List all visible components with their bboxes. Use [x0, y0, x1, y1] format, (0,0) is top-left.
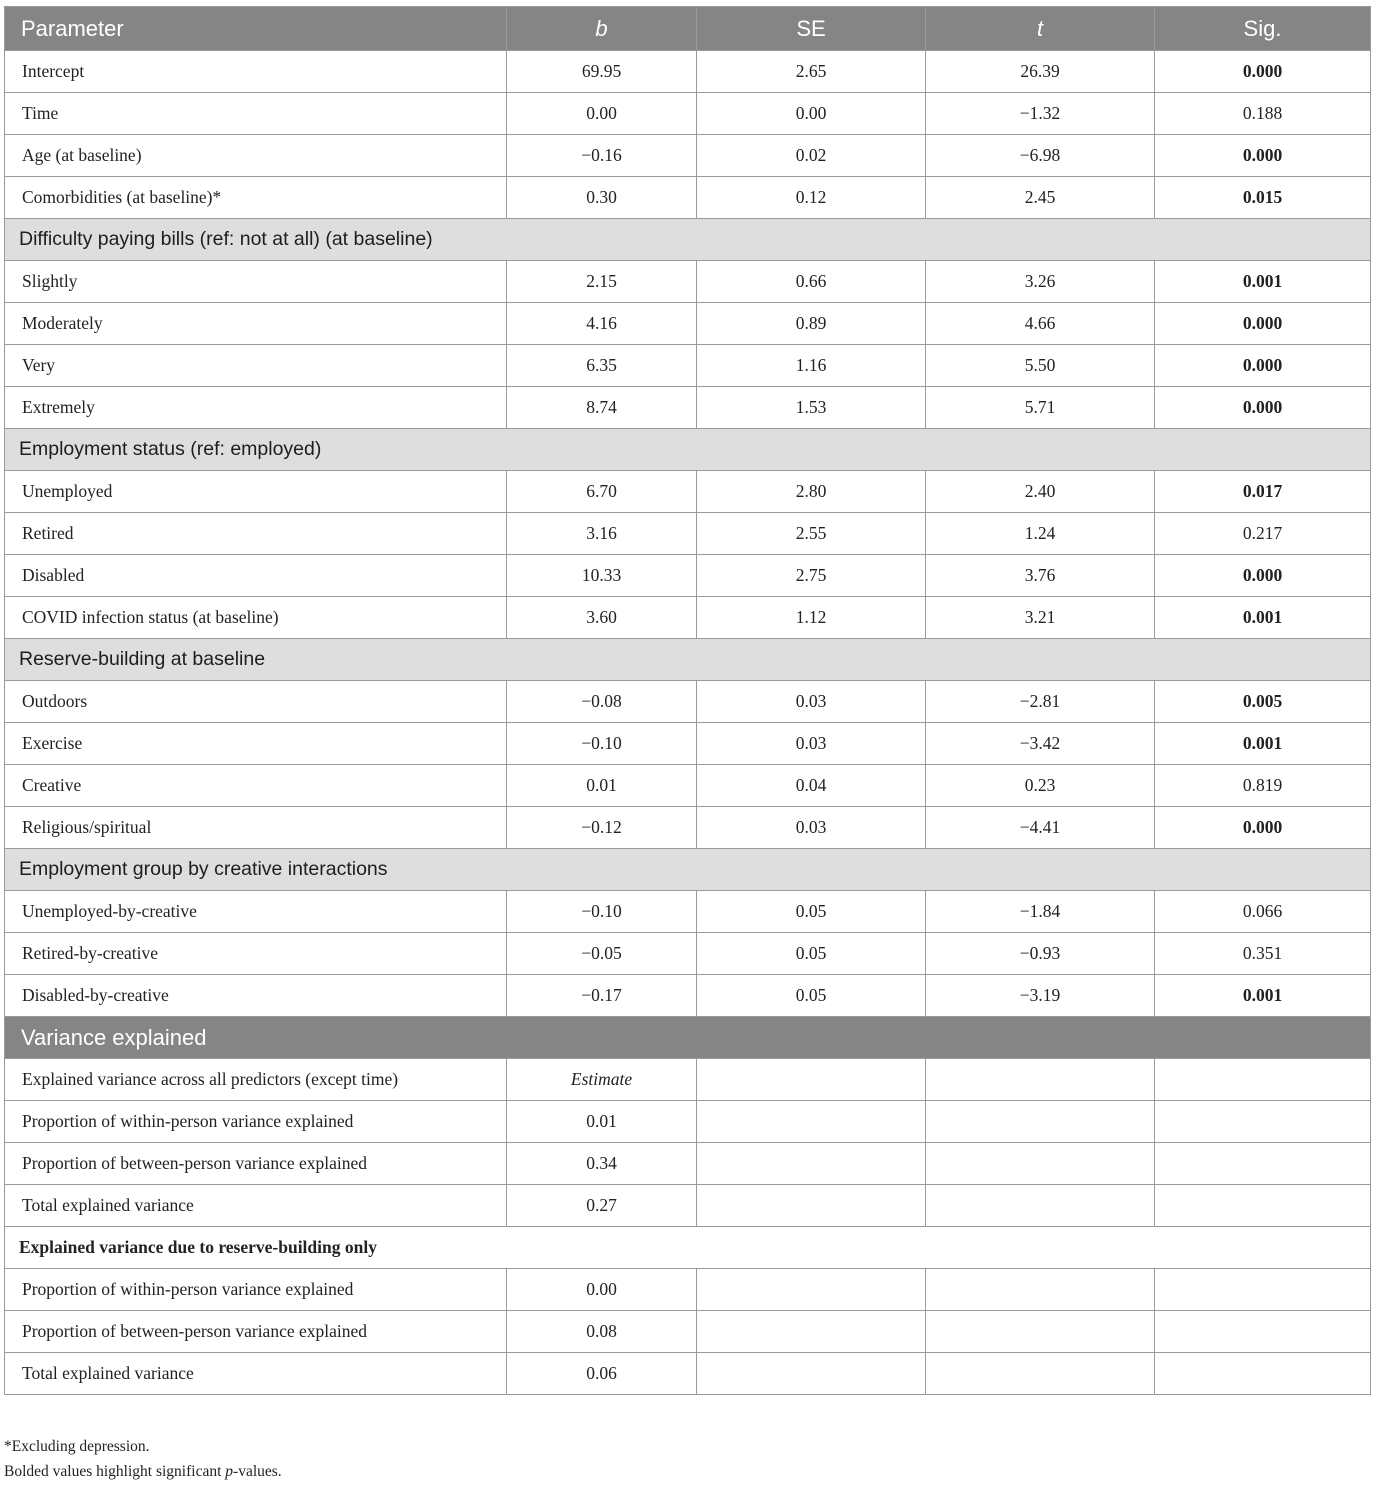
- cell-t: −4.41: [926, 807, 1155, 849]
- cell-value: 0.06: [507, 1353, 697, 1395]
- cell-b: 0.01: [507, 765, 697, 807]
- table-row: [5, 303, 1371, 345]
- cell-sig: 0.351: [1155, 933, 1371, 975]
- cell-b: 8.74: [507, 387, 697, 429]
- row-label: Comorbidities (at baseline)*: [5, 177, 507, 219]
- row-label: Moderately: [5, 303, 507, 345]
- cell-value: 0.08: [507, 1311, 697, 1353]
- empty-cell: [926, 1353, 1155, 1395]
- empty-cell: [1155, 1185, 1371, 1227]
- cell-se: 0.03: [697, 723, 926, 765]
- section-title-bills: Difficulty paying bills (ref: not at all) (at baseline): [5, 219, 1371, 261]
- empty-cell: [1155, 1059, 1371, 1101]
- row-label: Retired-by-creative: [5, 933, 507, 975]
- cell-sig: 0.000: [1155, 303, 1371, 345]
- row-label: Disabled: [5, 555, 507, 597]
- cell-b: 0.30: [507, 177, 697, 219]
- table-row: [5, 51, 1371, 93]
- cell-b: 69.95: [507, 51, 697, 93]
- table-row: [5, 471, 1371, 513]
- cell-se: 0.12: [697, 177, 926, 219]
- row-label: COVID infection status (at baseline): [5, 597, 507, 639]
- footnote-text: Bolded values highlight significant: [4, 1463, 226, 1480]
- table-row: [5, 1311, 1371, 1353]
- table-row: [5, 513, 1371, 555]
- cell-b: −0.05: [507, 933, 697, 975]
- table-row: [5, 555, 1371, 597]
- cell-t: 3.26: [926, 261, 1155, 303]
- cell-sig: 0.001: [1155, 597, 1371, 639]
- cell-sig: 0.000: [1155, 51, 1371, 93]
- empty-cell: [926, 1269, 1155, 1311]
- cell-se: 0.03: [697, 807, 926, 849]
- estimate-label: Estimate: [507, 1059, 697, 1101]
- header-row: [5, 7, 1371, 51]
- cell-value: 0.27: [507, 1185, 697, 1227]
- cell-b: 6.35: [507, 345, 697, 387]
- header-parameter: Parameter: [5, 7, 507, 51]
- cell-se: 0.04: [697, 765, 926, 807]
- empty-cell: [1155, 1269, 1371, 1311]
- cell-sig: 0.001: [1155, 975, 1371, 1017]
- cell-b: 6.70: [507, 471, 697, 513]
- row-label: Outdoors: [5, 681, 507, 723]
- cell-se: 1.16: [697, 345, 926, 387]
- cell-b: −0.16: [507, 135, 697, 177]
- cell-b: 0.00: [507, 93, 697, 135]
- cell-t: −1.32: [926, 93, 1155, 135]
- cell-se: 0.02: [697, 135, 926, 177]
- cell-sig: 0.017: [1155, 471, 1371, 513]
- row-label: Extremely: [5, 387, 507, 429]
- cell-t: −0.93: [926, 933, 1155, 975]
- cell-t: 5.50: [926, 345, 1155, 387]
- cell-b: 3.60: [507, 597, 697, 639]
- table-row: [5, 975, 1371, 1017]
- cell-se: 0.89: [697, 303, 926, 345]
- cell-t: 26.39: [926, 51, 1155, 93]
- cell-t: 2.40: [926, 471, 1155, 513]
- cell-sig: 0.066: [1155, 891, 1371, 933]
- empty-cell: [1155, 1311, 1371, 1353]
- table-row: [5, 765, 1371, 807]
- section-title-reserve-variance: Explained variance due to reserve-building only: [5, 1227, 1371, 1269]
- footnote-asterisk: *Excluding depression.: [4, 1438, 150, 1455]
- section-title-interactions: Employment group by creative interactions: [5, 849, 1371, 891]
- row-label: Total explained variance: [5, 1185, 507, 1227]
- table-row: [5, 1143, 1371, 1185]
- section-row: [5, 1227, 1371, 1269]
- section-row: [5, 219, 1371, 261]
- empty-cell: [697, 1269, 926, 1311]
- row-label: Total explained variance: [5, 1353, 507, 1395]
- cell-value: 0.01: [507, 1101, 697, 1143]
- table-row: [5, 723, 1371, 765]
- table-row: [5, 1353, 1371, 1395]
- empty-cell: [697, 1143, 926, 1185]
- row-label: Retired: [5, 513, 507, 555]
- cell-t: −3.42: [926, 723, 1155, 765]
- table-row: [5, 681, 1371, 723]
- cell-b: 10.33: [507, 555, 697, 597]
- row-label: Time: [5, 93, 507, 135]
- empty-cell: [697, 1185, 926, 1227]
- cell-sig: 0.000: [1155, 135, 1371, 177]
- empty-cell: [697, 1353, 926, 1395]
- cell-b: −0.12: [507, 807, 697, 849]
- cell-b: 4.16: [507, 303, 697, 345]
- cell-t: −6.98: [926, 135, 1155, 177]
- row-label: Very: [5, 345, 507, 387]
- table-row: [5, 933, 1371, 975]
- cell-t: 3.21: [926, 597, 1155, 639]
- section-title-variance: Variance explained: [5, 1017, 1371, 1059]
- cell-b: −0.10: [507, 891, 697, 933]
- cell-value: 0.00: [507, 1269, 697, 1311]
- table-row: [5, 1185, 1371, 1227]
- cell-t: −2.81: [926, 681, 1155, 723]
- cell-sig: 0.015: [1155, 177, 1371, 219]
- table-row: [5, 177, 1371, 219]
- cell-se: 2.55: [697, 513, 926, 555]
- section-title-reserve: Reserve-building at baseline: [5, 639, 1371, 681]
- table-row: [5, 807, 1371, 849]
- footnotes: [4, 1434, 282, 1484]
- cell-sig: 0.000: [1155, 807, 1371, 849]
- cell-b: 2.15: [507, 261, 697, 303]
- cell-sig: 0.188: [1155, 93, 1371, 135]
- header-sig: Sig.: [1155, 7, 1371, 51]
- empty-cell: [926, 1143, 1155, 1185]
- cell-sig: 0.000: [1155, 555, 1371, 597]
- empty-cell: [1155, 1143, 1371, 1185]
- cell-se: 2.80: [697, 471, 926, 513]
- cell-sig: 0.217: [1155, 513, 1371, 555]
- row-label: Disabled-by-creative: [5, 975, 507, 1017]
- cell-t: 5.71: [926, 387, 1155, 429]
- cell-t: 1.24: [926, 513, 1155, 555]
- row-label: Age (at baseline): [5, 135, 507, 177]
- cell-t: −3.19: [926, 975, 1155, 1017]
- cell-se: 0.00: [697, 93, 926, 135]
- cell-b: −0.17: [507, 975, 697, 1017]
- header-b: b: [507, 7, 697, 51]
- header-se: SE: [697, 7, 926, 51]
- cell-b: 3.16: [507, 513, 697, 555]
- row-label: Explained variance across all predictors (except time): [5, 1059, 507, 1101]
- cell-sig: 0.001: [1155, 723, 1371, 765]
- cell-sig: 0.001: [1155, 261, 1371, 303]
- section-row: [5, 849, 1371, 891]
- table-row: [5, 93, 1371, 135]
- footnote-text-end: -values.: [233, 1463, 282, 1480]
- empty-cell: [1155, 1101, 1371, 1143]
- table-row: [5, 135, 1371, 177]
- section-title-employment: Employment status (ref: employed): [5, 429, 1371, 471]
- section-row: [5, 429, 1371, 471]
- empty-cell: [926, 1101, 1155, 1143]
- cell-se: 2.65: [697, 51, 926, 93]
- table-row: [5, 387, 1371, 429]
- cell-sig: 0.005: [1155, 681, 1371, 723]
- cell-se: 0.05: [697, 933, 926, 975]
- footnote-p-italic: p: [225, 1463, 234, 1480]
- row-label: Creative: [5, 765, 507, 807]
- table-row: [5, 597, 1371, 639]
- section-row: [5, 1017, 1371, 1059]
- cell-se: 1.12: [697, 597, 926, 639]
- regression-table: [4, 6, 1371, 1395]
- row-label: Proportion of between-person variance explained: [5, 1143, 507, 1185]
- empty-cell: [697, 1311, 926, 1353]
- cell-value: 0.34: [507, 1143, 697, 1185]
- table-row: [5, 1269, 1371, 1311]
- cell-se: 1.53: [697, 387, 926, 429]
- table-row: [5, 1059, 1371, 1101]
- empty-cell: [926, 1311, 1155, 1353]
- empty-cell: [926, 1059, 1155, 1101]
- cell-se: 0.05: [697, 891, 926, 933]
- cell-se: 2.75: [697, 555, 926, 597]
- empty-cell: [1155, 1353, 1371, 1395]
- row-label: Proportion of within-person variance explained: [5, 1269, 507, 1311]
- row-label: Religious/spiritual: [5, 807, 507, 849]
- cell-t: −1.84: [926, 891, 1155, 933]
- cell-b: −0.10: [507, 723, 697, 765]
- table-row: [5, 345, 1371, 387]
- cell-se: 0.03: [697, 681, 926, 723]
- row-label: Proportion of within-person variance explained: [5, 1101, 507, 1143]
- empty-cell: [697, 1101, 926, 1143]
- cell-t: 2.45: [926, 177, 1155, 219]
- cell-se: 0.66: [697, 261, 926, 303]
- cell-sig: 0.819: [1155, 765, 1371, 807]
- cell-t: 4.66: [926, 303, 1155, 345]
- cell-t: 0.23: [926, 765, 1155, 807]
- empty-cell: [926, 1185, 1155, 1227]
- header-t: t: [926, 7, 1155, 51]
- cell-sig: 0.000: [1155, 387, 1371, 429]
- table-row: [5, 1101, 1371, 1143]
- table-row: [5, 891, 1371, 933]
- row-label: Exercise: [5, 723, 507, 765]
- table-row: [5, 261, 1371, 303]
- cell-sig: 0.000: [1155, 345, 1371, 387]
- footnote-bold-note: [4, 1459, 282, 1484]
- row-label: Proportion of between-person variance explained: [5, 1311, 507, 1353]
- section-row: [5, 639, 1371, 681]
- empty-cell: [697, 1059, 926, 1101]
- cell-t: 3.76: [926, 555, 1155, 597]
- cell-se: 0.05: [697, 975, 926, 1017]
- row-label: Unemployed: [5, 471, 507, 513]
- row-label: Intercept: [5, 51, 507, 93]
- row-label: Slightly: [5, 261, 507, 303]
- cell-b: −0.08: [507, 681, 697, 723]
- row-label: Unemployed-by-creative: [5, 891, 507, 933]
